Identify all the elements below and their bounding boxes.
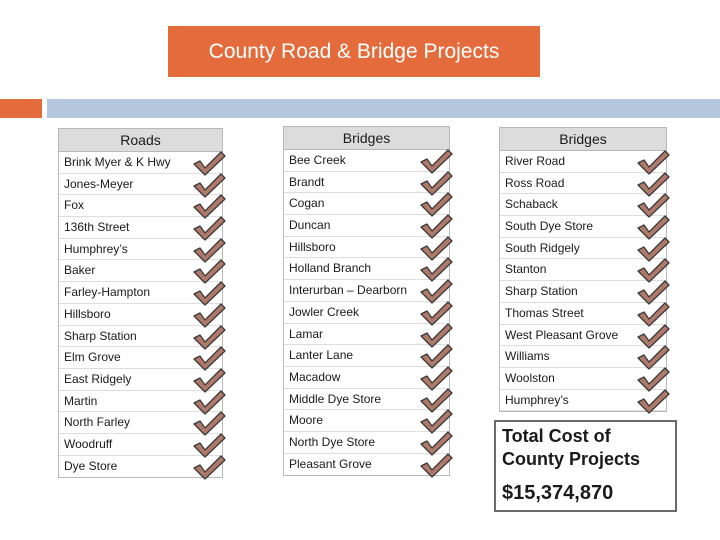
project-name: Ross Road [505, 175, 565, 190]
project-name: Dye Store [64, 458, 118, 473]
table-row [284, 237, 449, 259]
project-name: West Pleasant Grove [505, 327, 619, 342]
project-name: Fox [64, 198, 85, 213]
table-row [500, 238, 666, 260]
project-name: North Farley [64, 415, 131, 430]
project-name: Sharp Station [64, 328, 137, 343]
table-row [500, 303, 666, 325]
project-name: Duncan [289, 218, 331, 233]
project-name: Thomas Street [505, 305, 584, 320]
bridges-header-2: Bridges [500, 128, 666, 151]
project-name: Hillsboro [289, 239, 336, 254]
table-row [59, 217, 222, 239]
bridges-table-1 [283, 126, 450, 476]
project-name: Sharp Station [505, 284, 578, 299]
project-name: Jones-Meyer [64, 176, 134, 191]
table-row [284, 345, 449, 367]
checkmark-icon [419, 452, 453, 479]
table-row [284, 324, 449, 346]
table-row [59, 326, 222, 348]
table-row [284, 432, 449, 454]
project-name: Middle Dye Store [289, 391, 382, 406]
table-row [59, 260, 222, 282]
project-name: Macadow [289, 369, 341, 384]
table-row [284, 172, 449, 194]
project-name: Moore [289, 413, 324, 428]
table-row [59, 369, 222, 391]
table-row [59, 174, 222, 196]
table-row [284, 258, 449, 280]
table-row [284, 215, 449, 237]
table-row [284, 280, 449, 302]
project-name: Schaback [505, 197, 558, 212]
project-name: Lanter Lane [289, 348, 354, 363]
project-name: Humphrey’s [505, 392, 569, 407]
project-name: River Road [505, 154, 566, 168]
table-row [284, 454, 449, 476]
project-name: Pleasant Grove [289, 456, 372, 471]
table-row [500, 368, 666, 390]
total-cost-label: Total Cost of County Projects [502, 426, 641, 469]
table-row [500, 216, 666, 238]
project-name: East Ridgely [64, 371, 132, 386]
table-row [284, 150, 449, 172]
bridges-table-2 [499, 127, 667, 412]
project-name: South Dye Store [505, 219, 594, 234]
table-row [500, 259, 666, 281]
table-row [500, 194, 666, 216]
project-name: Holland Branch [289, 261, 372, 276]
roads-header: Roads [59, 129, 222, 152]
project-name: North Dye Store [289, 434, 376, 449]
table-row [284, 389, 449, 411]
project-name: Lamar [289, 326, 324, 341]
project-name: Farley-Hampton [64, 285, 151, 300]
table-row [500, 325, 666, 347]
project-name: Woolston [505, 370, 555, 385]
project-name: Elm Grove [64, 350, 121, 365]
project-name: Woodruff [64, 436, 113, 451]
project-name: Brink Myer & K Hwy [64, 155, 171, 169]
project-name: Brandt [289, 174, 325, 189]
table-row [59, 239, 222, 261]
bridges-header-1: Bridges [284, 127, 449, 150]
table-row [59, 412, 222, 434]
table-row [284, 302, 449, 324]
table-row [500, 346, 666, 368]
project-name: Interurban – Dearborn [289, 283, 408, 298]
divider-band [47, 99, 720, 118]
project-name: Martin [64, 393, 98, 408]
table-row [284, 410, 449, 432]
table-row [500, 173, 666, 195]
project-name: Jowler Creek [289, 304, 360, 319]
project-name: Cogan [289, 196, 325, 211]
project-name: Humphrey’s [64, 241, 128, 256]
roads-table [58, 128, 223, 478]
table-row [59, 152, 222, 174]
table-row [59, 195, 222, 217]
table-row [59, 434, 222, 456]
project-name: Hillsboro [64, 306, 111, 321]
table-row [59, 391, 222, 413]
table-row [59, 456, 222, 478]
table-row [500, 281, 666, 303]
page-title: County Road & Bridge Projects [168, 26, 540, 77]
project-name: Williams [505, 349, 550, 364]
project-name: Stanton [505, 262, 547, 277]
table-row [500, 390, 666, 412]
project-name: Baker [64, 263, 96, 278]
total-cost-box [494, 420, 677, 512]
project-name: South Ridgely [505, 240, 580, 255]
project-name: Bee Creek [289, 153, 346, 167]
accent-bar [0, 99, 42, 118]
checkmark-icon [192, 454, 226, 481]
table-row [59, 282, 222, 304]
table-row [284, 367, 449, 389]
table-row [284, 193, 449, 215]
table-row [59, 347, 222, 369]
project-name: 136th Street [64, 220, 130, 235]
total-cost-value: $15,374,870 [502, 482, 614, 504]
table-row [500, 151, 666, 173]
table-row [59, 304, 222, 326]
checkmark-icon [636, 388, 670, 415]
